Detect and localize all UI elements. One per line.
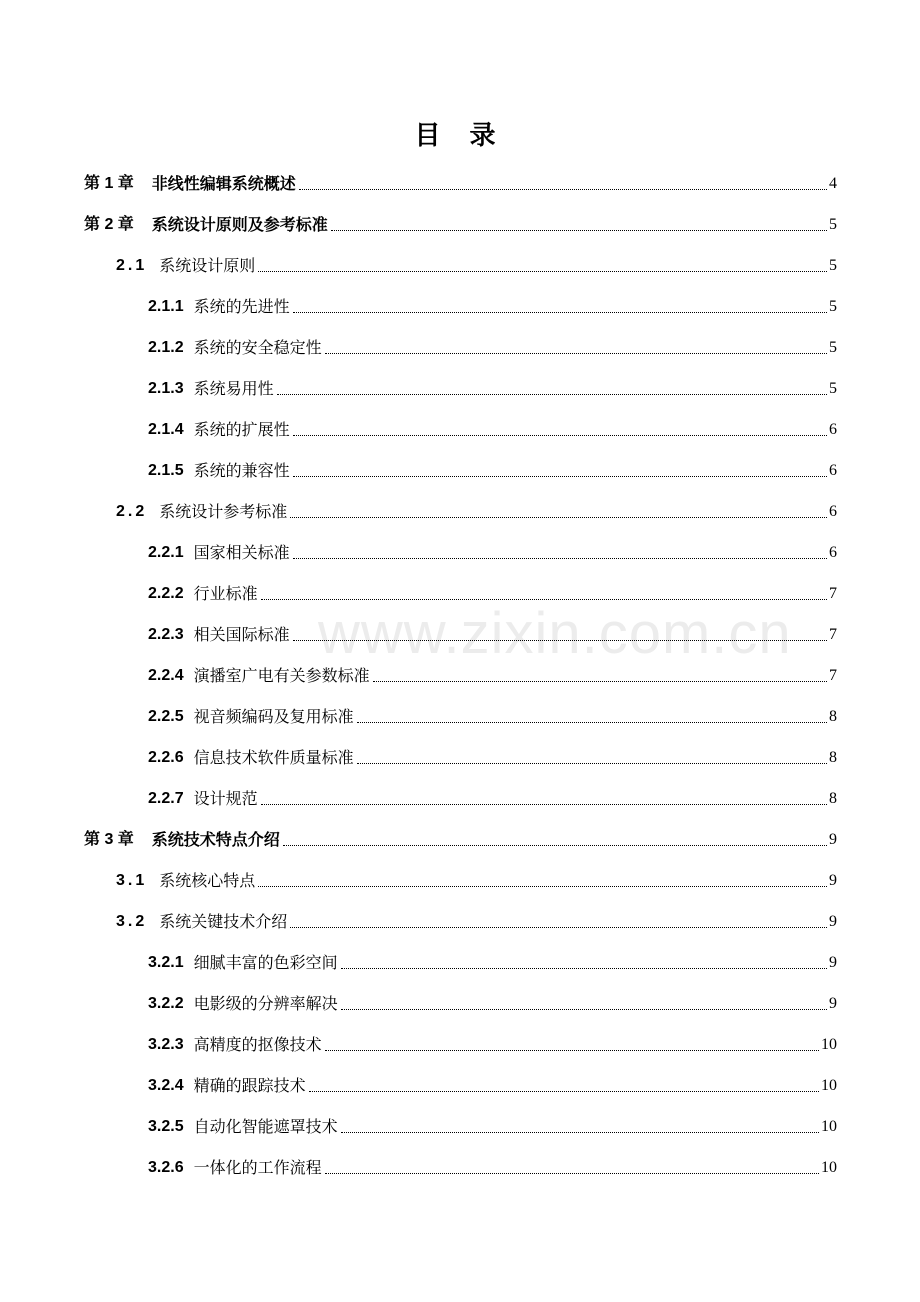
toc-entry-2-2-2[interactable] <box>148 578 837 604</box>
toc-entry-page: 5 <box>829 339 837 356</box>
dot-leader <box>325 353 827 354</box>
toc-entry-2-2-3[interactable] <box>148 619 837 645</box>
toc-entry-number: 2.1 <box>116 257 148 274</box>
toc-entry-3-2-3[interactable] <box>148 1029 837 1055</box>
dot-leader <box>309 1091 819 1092</box>
toc-entry-page: 9 <box>829 872 837 889</box>
toc-entry-page: 9 <box>829 831 837 848</box>
dot-leader <box>258 271 827 272</box>
dot-leader <box>261 804 827 805</box>
toc-entry-2-1-5[interactable] <box>148 455 837 481</box>
toc-entry-page: 9 <box>829 913 837 930</box>
dot-leader <box>290 927 827 928</box>
toc-entry-title: 相关国际标准 <box>193 625 290 644</box>
toc-entry-page: 5 <box>829 216 837 233</box>
toc-entry-title: 系统技术特点介绍 <box>151 830 280 849</box>
dot-leader <box>293 312 827 313</box>
watermark: www.zixin.com.cn <box>318 601 792 666</box>
dot-leader <box>258 886 827 887</box>
dot-leader <box>290 517 827 518</box>
toc-entry-number: 3.2.2 <box>148 995 184 1012</box>
dot-leader <box>341 968 827 969</box>
toc-entry-title: 一体化的工作流程 <box>193 1158 322 1177</box>
toc-entry-page: 6 <box>829 421 837 438</box>
toc-entry-number: 第 1 章 <box>84 175 134 192</box>
toc-entry-page: 7 <box>829 626 837 643</box>
toc-entry-2-2-4[interactable] <box>148 660 837 686</box>
dot-leader <box>325 1050 819 1051</box>
toc-entry-title: 信息技术软件质量标准 <box>193 748 354 767</box>
dot-leader <box>261 599 827 600</box>
toc-entry-number: 2.1.3 <box>148 380 184 397</box>
toc-entry-page: 6 <box>829 544 837 561</box>
dot-leader <box>293 640 827 641</box>
toc-entry-3-2-5[interactable] <box>148 1111 837 1137</box>
toc-entry-title: 系统设计参考标准 <box>159 502 288 521</box>
toc-entry-2-1-4[interactable] <box>148 414 837 440</box>
toc-entry-number: 3.2.5 <box>148 1118 184 1135</box>
toc-entry-page: 9 <box>829 954 837 971</box>
toc-entry-title: 系统的安全稳定性 <box>193 338 322 357</box>
toc-entry-title: 系统的先进性 <box>193 297 290 316</box>
toc-entry-number: 2.2.6 <box>148 749 184 766</box>
dot-leader <box>357 722 827 723</box>
toc-entry-title: 系统关键技术介绍 <box>159 912 288 931</box>
dot-leader <box>357 763 827 764</box>
toc-entry-number: 3.2 <box>116 913 148 930</box>
toc-entry-2-2-5[interactable] <box>148 701 837 727</box>
toc-entry-3-1[interactable] <box>116 865 837 891</box>
dot-leader <box>373 681 827 682</box>
toc-entry-title: 系统易用性 <box>193 379 274 398</box>
toc-entry-page: 5 <box>829 298 837 315</box>
toc-entry-page: 10 <box>821 1077 837 1094</box>
toc-entry-page: 10 <box>821 1118 837 1135</box>
toc-entry-number: 第 3 章 <box>84 831 134 848</box>
toc-entry-title: 自动化智能遮罩技术 <box>193 1117 338 1136</box>
toc-entry-number: 2.2.7 <box>148 790 184 807</box>
toc-entry-title: 电影级的分辨率解决 <box>193 994 338 1013</box>
toc-entry-chapter-2[interactable] <box>84 209 837 235</box>
dot-leader <box>331 230 827 231</box>
toc-entry-title: 系统设计原则及参考标准 <box>151 215 328 234</box>
dot-leader <box>341 1132 819 1133</box>
dot-leader <box>325 1173 819 1174</box>
toc-entry-number: 3.1 <box>116 872 148 889</box>
toc-entry-page: 5 <box>829 257 837 274</box>
toc-entry-number: 3.2.6 <box>148 1159 184 1176</box>
toc-entry-title: 设计规范 <box>193 789 258 808</box>
toc-entry-number: 2.2.1 <box>148 544 184 561</box>
toc-entry-3-2-2[interactable] <box>148 988 837 1014</box>
toc-entry-2-1-2[interactable] <box>148 332 837 358</box>
toc-entry-title: 高精度的抠像技术 <box>193 1035 322 1054</box>
toc-entry-3-2-4[interactable] <box>148 1070 837 1096</box>
toc-entry-page: 5 <box>829 380 837 397</box>
toc-entry-2-2-1[interactable] <box>148 537 837 563</box>
toc-entry-page: 7 <box>829 667 837 684</box>
toc-entry-title: 系统的兼容性 <box>193 461 290 480</box>
toc-entry-title: 系统的扩展性 <box>193 420 290 439</box>
toc-entry-page: 8 <box>829 749 837 766</box>
toc-entry-chapter-1[interactable] <box>84 168 837 194</box>
toc-entry-number: 2.1.2 <box>148 339 184 356</box>
toc-entry-title: 国家相关标准 <box>193 543 290 562</box>
toc-entry-number: 2.1.1 <box>148 298 184 315</box>
toc-entry-title: 系统设计原则 <box>159 256 256 275</box>
dot-leader <box>293 476 827 477</box>
toc-entry-title: 行业标准 <box>193 584 258 603</box>
toc-entry-title: 演播室广电有关参数标准 <box>193 666 370 685</box>
toc-entry-3-2-6[interactable] <box>148 1152 837 1178</box>
toc-entry-number: 3.2.1 <box>148 954 184 971</box>
toc-entry-number: 2.2.4 <box>148 667 184 684</box>
toc-title: 目 录 <box>414 121 506 151</box>
toc-entry-number: 2.2.2 <box>148 585 184 602</box>
toc-entry-page: 8 <box>829 708 837 725</box>
toc-entry-number: 第 2 章 <box>84 216 134 233</box>
toc-entry-title: 细腻丰富的色彩空间 <box>193 953 338 972</box>
toc-entry-page: 10 <box>821 1159 837 1176</box>
toc-entry-page: 8 <box>829 790 837 807</box>
toc-entry-page: 6 <box>829 462 837 479</box>
toc-entry-title: 系统核心特点 <box>159 871 256 890</box>
dot-leader <box>341 1009 827 1010</box>
toc-entry-chapter-3[interactable] <box>84 824 837 850</box>
toc-entry-page: 10 <box>821 1036 837 1053</box>
toc-entry-3-2[interactable] <box>116 906 837 932</box>
toc-entry-2-2-6[interactable] <box>148 742 837 768</box>
toc-entry-number: 2.1.5 <box>148 462 184 479</box>
toc-entry-page: 7 <box>829 585 837 602</box>
toc-entry-2-2-7[interactable] <box>148 783 837 809</box>
toc-entry-number: 2.2.3 <box>148 626 184 643</box>
toc-entry-2-1-3[interactable] <box>148 373 837 399</box>
toc-entry-title: 精确的跟踪技术 <box>193 1076 306 1095</box>
toc-entry-2-1[interactable] <box>116 250 837 276</box>
toc-entry-title: 非线性编辑系统概述 <box>151 174 296 193</box>
toc-entry-number: 3.2.4 <box>148 1077 184 1094</box>
toc-entry-page: 6 <box>829 503 837 520</box>
dot-leader <box>293 435 827 436</box>
toc-entry-page: 4 <box>829 175 837 192</box>
toc-entry-number: 2.2.5 <box>148 708 184 725</box>
toc-entry-2-1-1[interactable] <box>148 291 837 317</box>
toc-entry-number: 3.2.3 <box>148 1036 184 1053</box>
dot-leader <box>283 845 827 846</box>
dot-leader <box>299 189 827 190</box>
toc-entry-number: 2.1.4 <box>148 421 184 438</box>
toc-entry-page: 9 <box>829 995 837 1012</box>
toc-entry-3-2-1[interactable] <box>148 947 837 973</box>
toc-entry-number: 2.2 <box>116 503 148 520</box>
dot-leader <box>293 558 827 559</box>
toc-entry-2-2[interactable] <box>116 496 837 522</box>
toc-entry-title: 视音频编码及复用标准 <box>193 707 354 726</box>
dot-leader <box>277 394 827 395</box>
